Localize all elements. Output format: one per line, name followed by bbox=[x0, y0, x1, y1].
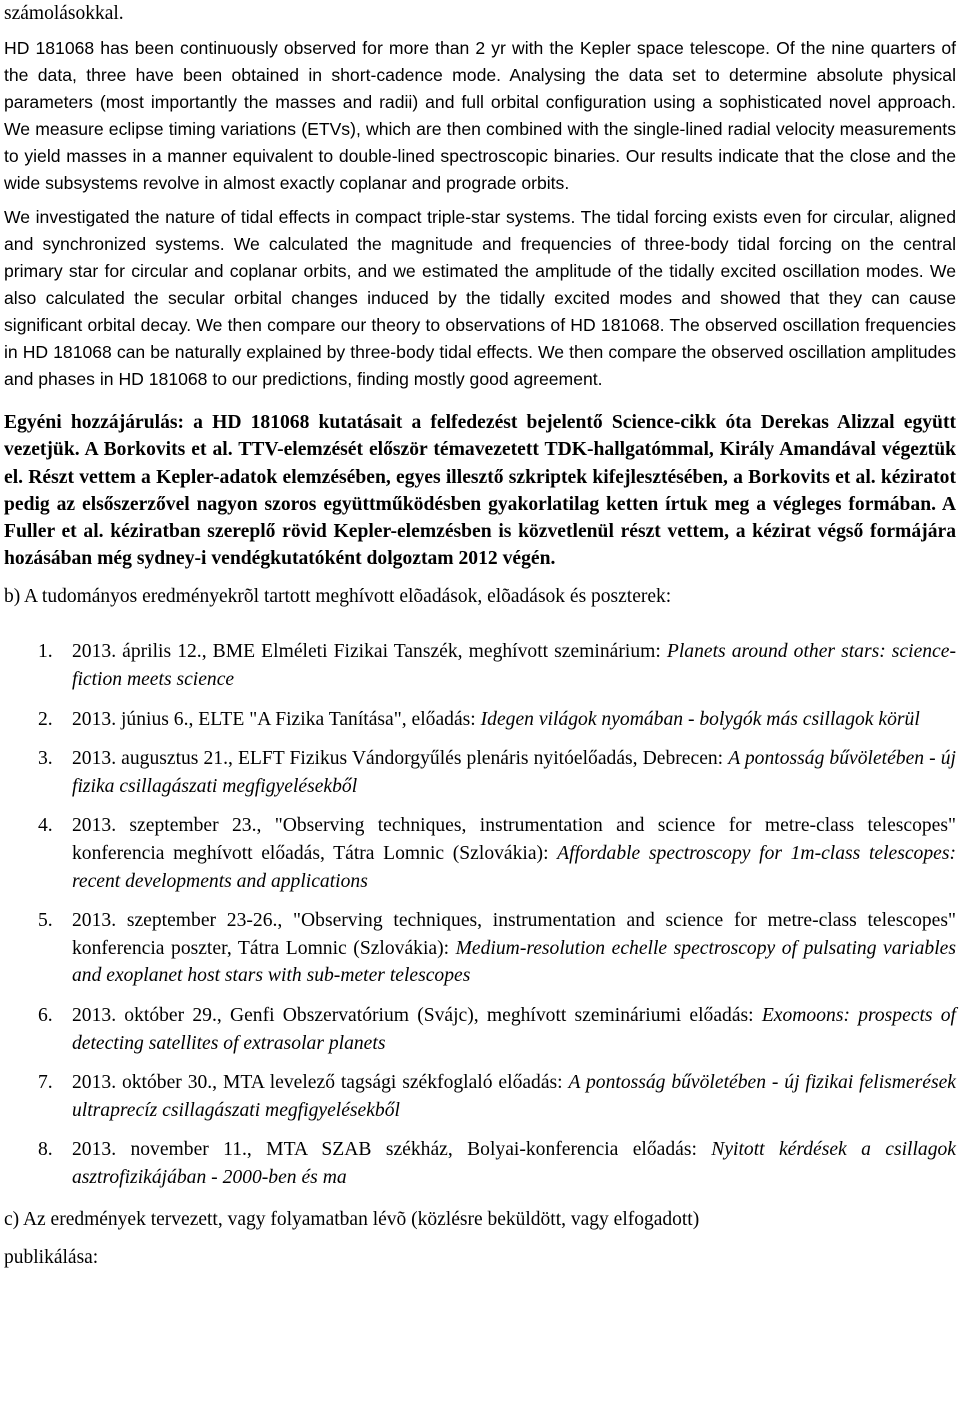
list-item bbox=[4, 706, 956, 734]
section-c-continuation: publikálása: bbox=[4, 1246, 99, 1268]
list-item-title: Planets around other stars: science-fiction meets science bbox=[72, 641, 956, 691]
list-item-text: 2013. április 12., BME Elméleti Fizikai Tanszék, meghívott szeminárium: bbox=[72, 641, 667, 663]
list-item-number: 7. bbox=[38, 1072, 53, 1094]
contribution-paragraph: Egyéni hozzájárulás: a HD 181068 kutatásait a felfedezést bejelentő Science-cikk óta Derekas Alizzal együtt vezetjük. A Borkovits et al. TTV-elemzését először témavezetett TDK-hallgatómmal, Király Amandával végeztük el. Részt vettem a Kepler-adatok elemzésében, egyes illesztő szkriptek kifejlesztésében, a Borkovits et al. kéziratot pedig az elsőszerzővel nagyon szoros együttműködésben gyakorlatilag ketten írtuk meg a végleges formában. A Fuller et al. kéziratban szereplő rövid Kepler-elemzésben is közvetlenül részt vettem, a kézirat végső formájára hozásában még sydney-i vendégkutatóként dolgoztam 2012 végén. bbox=[4, 412, 956, 570]
list-item-number: 2. bbox=[38, 708, 53, 730]
list-item-title: Idegen világok nyomában - bolygók más csillagok körül bbox=[480, 708, 920, 730]
talks-list bbox=[4, 638, 956, 1191]
list-item-number: 8. bbox=[38, 1139, 53, 1161]
list-item-number: 5. bbox=[38, 910, 53, 932]
list-item-number: 6. bbox=[38, 1004, 53, 1026]
list-item-text: 2013. október 29., Genfi Obszervatórium (Svájc), meghívott szemináriumi előadás: bbox=[72, 1004, 762, 1026]
list-item bbox=[4, 638, 956, 693]
list-item bbox=[4, 1136, 956, 1191]
document-page bbox=[4, 0, 956, 1271]
list-item-number: 4. bbox=[38, 815, 53, 837]
list-item-title: Nyitott kérdések a csillagok asztrofizikájában - 2000-ben és ma bbox=[72, 1139, 956, 1188]
list-item-title: Affordable spectroscopy for 1m-class telescopes: recent developments and applications bbox=[72, 843, 956, 892]
list-item-number: 1. bbox=[38, 641, 53, 663]
list-item-text: 2013. november 11., MTA SZAB székház, Bolyai-konferencia előadás: bbox=[72, 1139, 712, 1161]
list-item-title: Medium-resolution echelle spectroscopy of pulsating variables and exoplanet host stars with sub-meter telescopes bbox=[72, 937, 956, 987]
list-item-title: A pontosság bűvöletében - új fizikai felismerések ultraprecíz csillagászati megfigyelésekből bbox=[72, 1072, 956, 1121]
top-fragment: számolásokkal. bbox=[4, 3, 124, 24]
list-item bbox=[4, 812, 956, 895]
research-summary-paragraph-1: HD 181068 has been continuously observed for more than 2 yr with the Kepler space telescope. Of the nine quarters of the data, three have been obtained in short-cadence mode. Analysing the data set to determine absolute physical parameters (most importantly the masses and radii) and full orbital configuration using a sophisticated novel approach. We measure eclipse timing variations (ETVs), which are then combined with the single-lined radial velocity measurements to yield masses in a manner equivalent to double-lined spectroscopic binaries. Our results indicate that the close and the wide subsystems revolve in almost exactly coplanar and prograde orbits. bbox=[4, 38, 956, 194]
research-summary-paragraph-2: We investigated the nature of tidal effects in compact triple-star systems. The tidal forcing exists even for circular, aligned and synchronized systems. We calculated the magnitude and frequencies of three-body tidal forcing on the central primary star for circular and coplanar orbits, and we estimated the amplitude of the tidally excited oscillation modes. We also calculated the secular orbital changes induced by the tidally excited modes and showed that they can cause significant orbital decay. We then compare our theory to observations of HD 181068. The observed oscillation frequencies in HD 181068 can be naturally explained by three-body tidal effects. We then compare the observed oscillation amplitudes and phases in HD 181068 to our predictions, finding mostly good agreement. bbox=[4, 206, 956, 390]
list-item bbox=[4, 1002, 956, 1057]
section-b-heading: b) A tudományos eredményekrõl tartott meghívott elõadások, elõadások és poszterek: bbox=[4, 586, 672, 608]
list-item-title: A pontosság bűvöletében - új fizika csillagászati megfigyelésekből bbox=[72, 748, 956, 797]
list-item-text: 2013. augusztus 21., ELFT Fizikus Vándorgyűlés plenáris nyitóelőadás, Debrecen: bbox=[72, 748, 729, 770]
list-item-title: Exomoons: prospects of detecting satellites of extrasolar planets bbox=[72, 1004, 956, 1054]
list-item-text: 2013. szeptember 23-26., "Observing techniques, instrumentation and science for metre-class telescopes" konferencia poszter, Tátra Lomnic (Szlovákia): bbox=[72, 910, 956, 959]
section-c-heading: c) Az eredmények tervezett, vagy folyamatban lévõ (közlésre beküldött, vagy elfogadott) bbox=[4, 1208, 700, 1230]
list-item-number: 3. bbox=[38, 748, 53, 770]
list-item bbox=[4, 745, 956, 800]
list-item-text: 2013. október 30., MTA levelező tagsági székfoglaló előadás: bbox=[72, 1072, 569, 1094]
list-item bbox=[4, 907, 956, 990]
list-item bbox=[4, 1069, 956, 1124]
list-item-text: 2013. június 6., ELTE "A Fizika Tanítása", előadás: bbox=[72, 708, 481, 730]
list-item-text: 2013. szeptember 23., "Observing techniques, instrumentation and science for metre-class telescopes" konferencia meghívott előadás, Tátra Lomnic (Szlovákia): bbox=[72, 815, 956, 864]
